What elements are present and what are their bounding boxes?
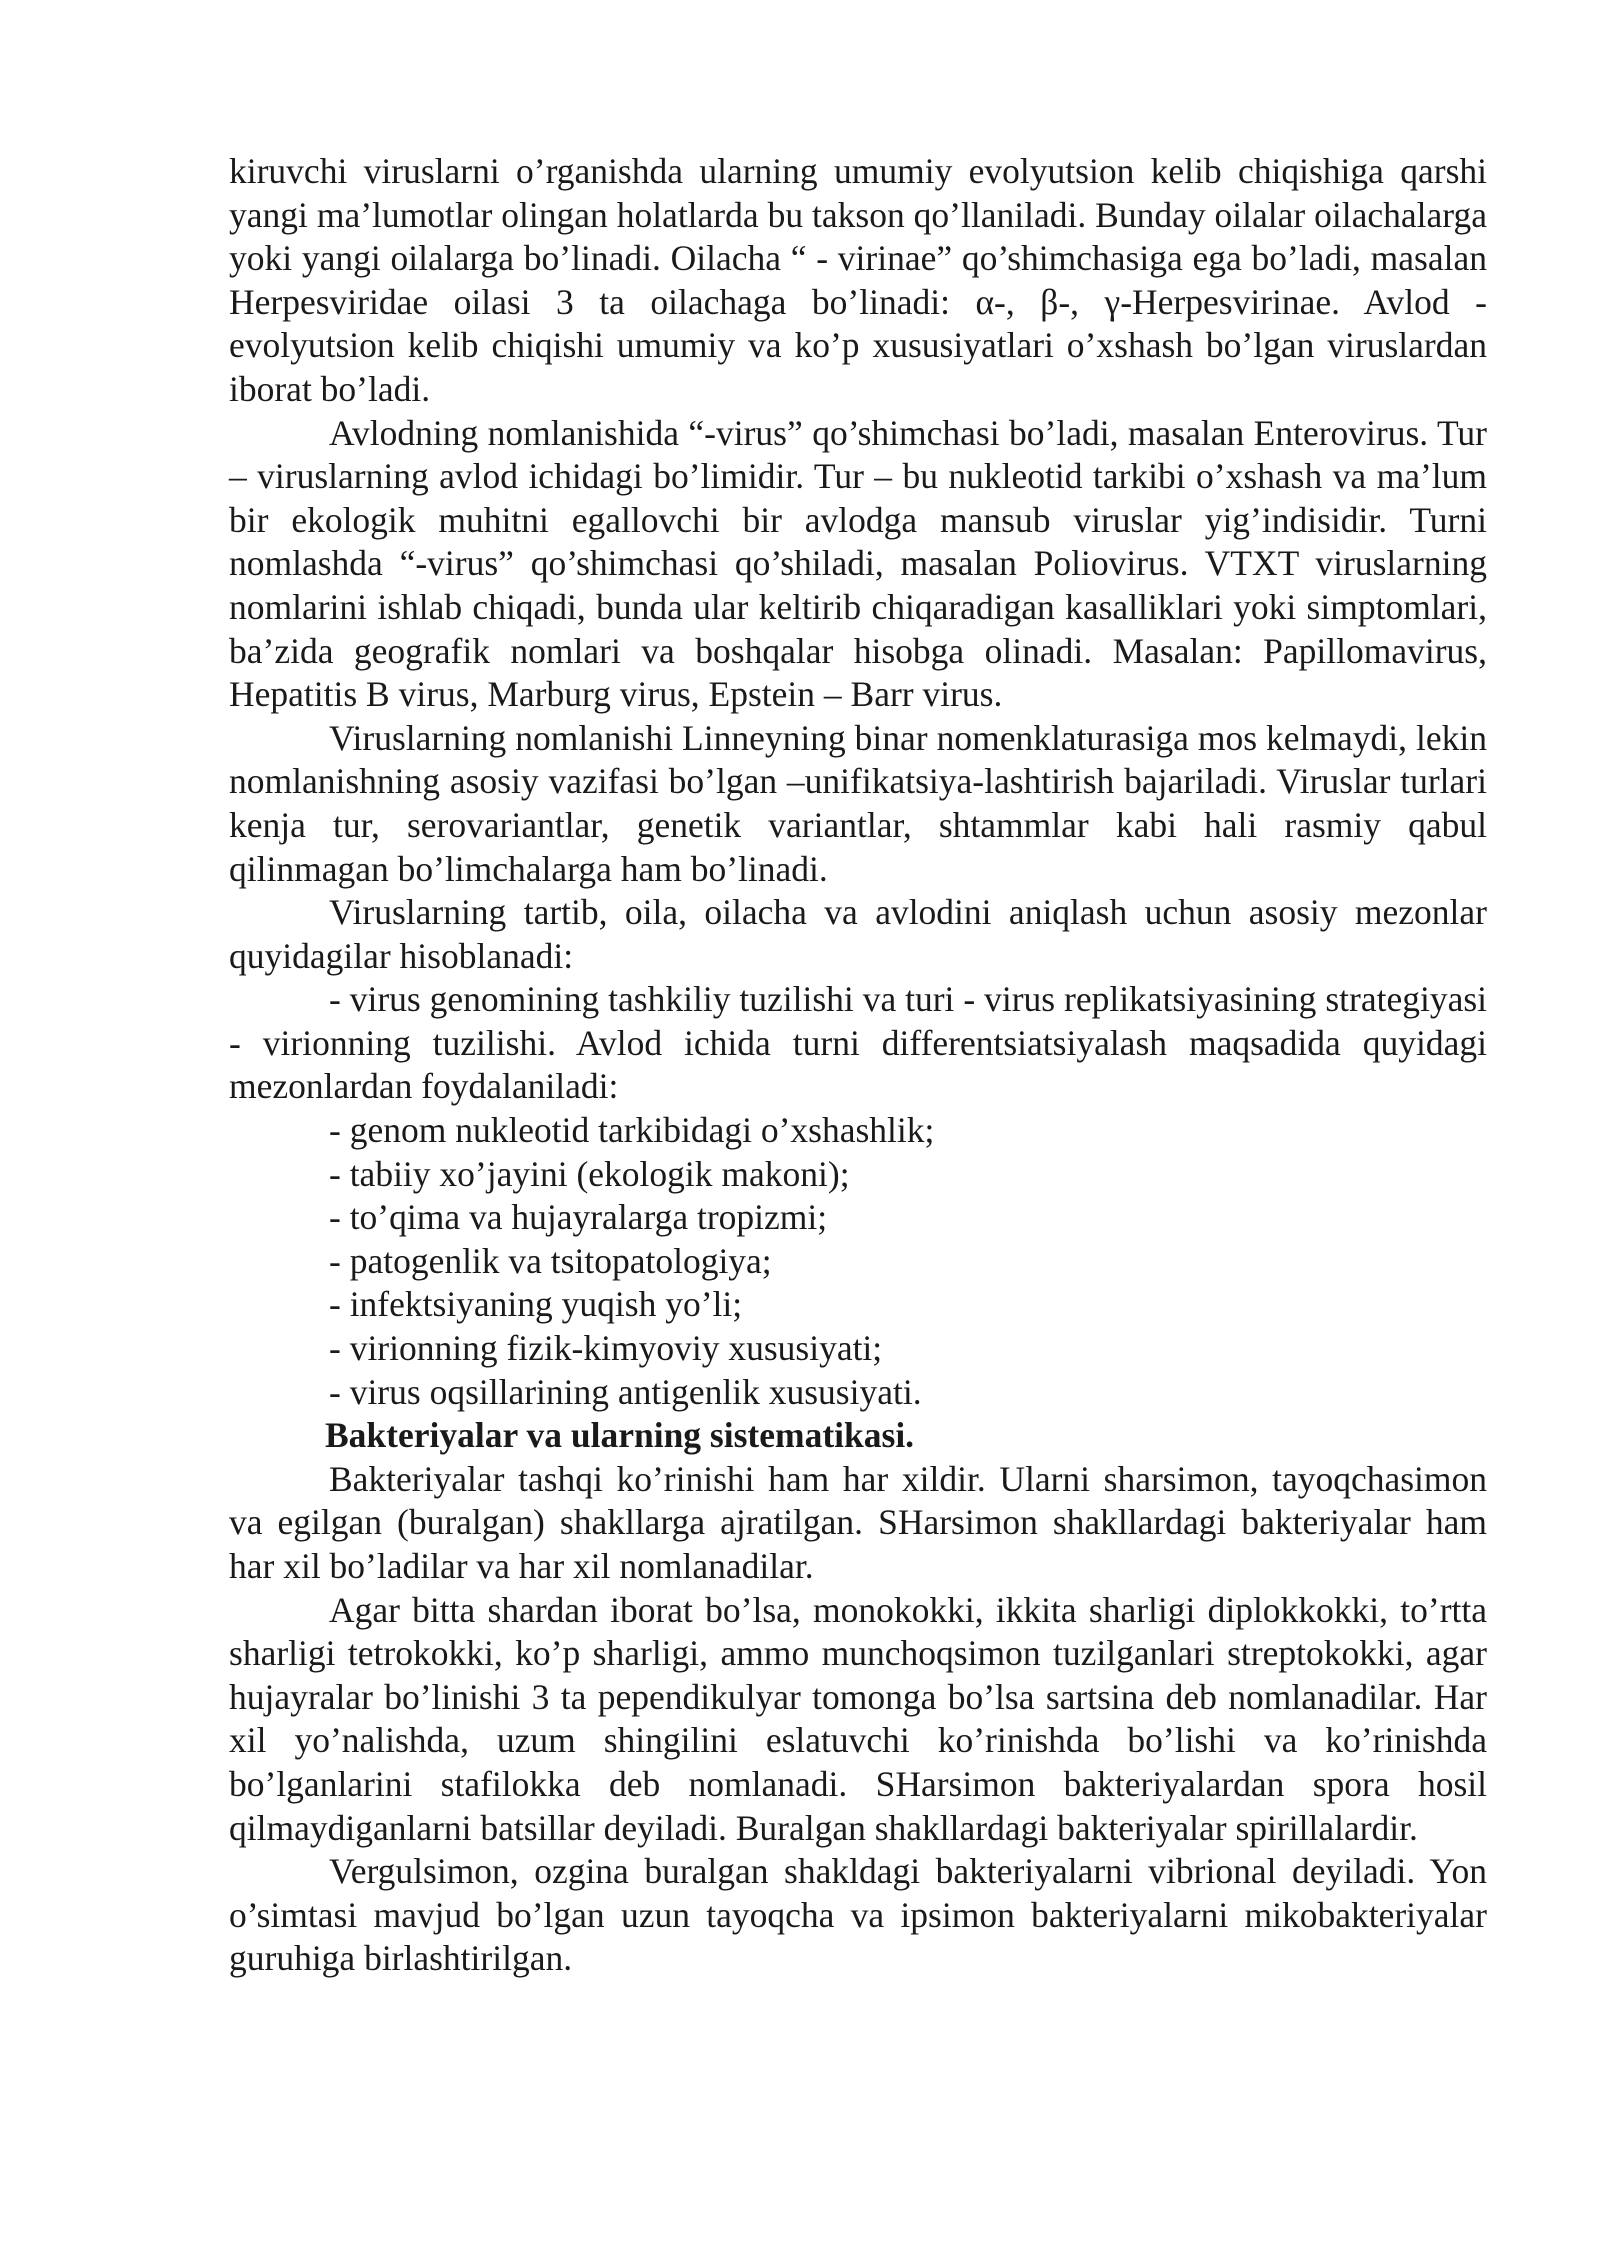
section-heading: Bakteriyalar va ularning sistematikasi. [325,1415,915,1456]
paragraph-nomenclature: Viruslarning nomlanishi Linneyning binar nomenklaturasiga mos kelmaydi, lekin nomlanishning asosiy vazifasi bo’lgan –unifikatsiya-lashtirish bajariladi. Viruslar turlari kenja tur, serovariantlar, genetik variantlar, shtammlar kabi hali rasmiy qabul qilinmagan bo’limchalarga ham bo’linadi. [229,717,1487,889]
criteria-list [229,1109,1487,1414]
paragraph-genome-criteria: - virus genomining tashkiliy tuzilishi va turi - virus replikatsiyasining strategiyasi - virionning tuzilishi. Avlod ichida turni differentsiatsiyalash maqsadida quyidagi mezonlardan foydalaniladi: [229,979,1487,1107]
paragraph-vibrio-mycobacteria: Vergulsimon, ozgina buralgan shakldagi bakteriyalarni vibrional deyiladi. Yon o’simtasi mavjud bo’lgan uzun tayoqcha va ipsimon bakteriyalarni mikobakteriyalar guruhiga birlashtirilgan. [229,1851,1487,1979]
paragraph-taxon-intro: kiruvchi viruslarni o’rganishda ularning umumiy evolyutsion kelib chiqishiga qarshi yangi ma’lumotlar olingan holatlarda bu takson qo’llaniladi. Bunday oilalar oilachalarga yoki yangi oilalarga bo’linadi. Oilacha “ - virinae” qo’shimchasiga ega bo’ladi, masalan Herpesviridae oilasi 3 ta oilachaga bo’linadi: α-, β-, γ-Herpesvirinae. Avlod - evolyutsion kelib chiqishi umumiy va ko’p xususiyatlari o’xshash bo’lgan viruslardan iborat bo’ladi. [229,151,1487,409]
paragraph-criteria-intro: Viruslarning tartib, oila, oilacha va avlodini aniqlash uchun asosiy mezonlar quyidagilar hisoblanadi: [229,892,1487,976]
list-item: - to’qima va hujayralarga tropizmi; [329,1197,828,1238]
document-page [229,150,1487,1981]
paragraph-cocci-types: Agar bitta shardan iborat bo’lsa, monokokki, ikkita sharligi diplokkokki, to’rtta sharligi tetrokokki, ko’p sharligi, ammo munchoqsimon tuzilganlari streptokokki, agar hujayralar bo’linishi 3 ta pependikulyar tomonga bo’lsa sartsina deb nomlanadilar. Har xil yo’nalishda, uzum shingilini eslatuvchi ko’rinishda bo’lishi va ko’rinishda bo’lganlarini stafilokka deb nomlanadi. SHarsimon bakteriyalardan spora hosil qilmaydiganlarni batsillar deyiladi. Buralgan shakllardagi bakteriyalar spirillalardir. [229,1589,1487,1848]
list-item: - patogenlik va tsitopatologiya; [329,1240,772,1281]
paragraph-genus-naming: Avlodning nomlanishida “-virus” qo’shimchasi bo’ladi, masalan Enterovirus. Tur – viruslarning avlod ichidagi bo’limidir. Tur – bu nukleotid tarkibi o’xshash va ma’lum bir ekologik muhitni egallovchi bir avlodga mansub viruslar yig’indisidir. Turni nomlashda “-virus” qo’shimchasi qo’shiladi, masalan Poliovirus. VTXT viruslarning nomlarini ishlab chiqadi, bunda ular keltirib chiqaradigan kasalliklari yoki simptomlari, ba’zida geografik nomlari va boshqalar hisobga olinadi. Masalan: Papillomavirus, Hepatitis B virus, Marburg virus, Epstein – Barr virus. [229,412,1487,715]
list-item: - virionning fizik-kimyoviy xususiyati; [329,1328,883,1369]
list-item: - tabiiy xo’jayini (ekologik makoni); [329,1153,850,1194]
list-item: - genom nukleotid tarkibidagi o’xshashlik; [329,1110,935,1151]
list-item: - virus oqsillarining antigenlik xususiyati. [329,1371,922,1412]
list-item: - infektsiyaning yuqish yo’li; [329,1284,743,1325]
paragraph-bacteria-shapes: Bakteriyalar tashqi ko’rinishi ham har xildir. Ularni sharsimon, tayoqchasimon va egilgan (buralgan) shakllarga ajratilgan. SHarsimon shakllardagi bakteriyalar ham har xil bo’ladilar va har xil nomlanadilar. [229,1458,1487,1586]
